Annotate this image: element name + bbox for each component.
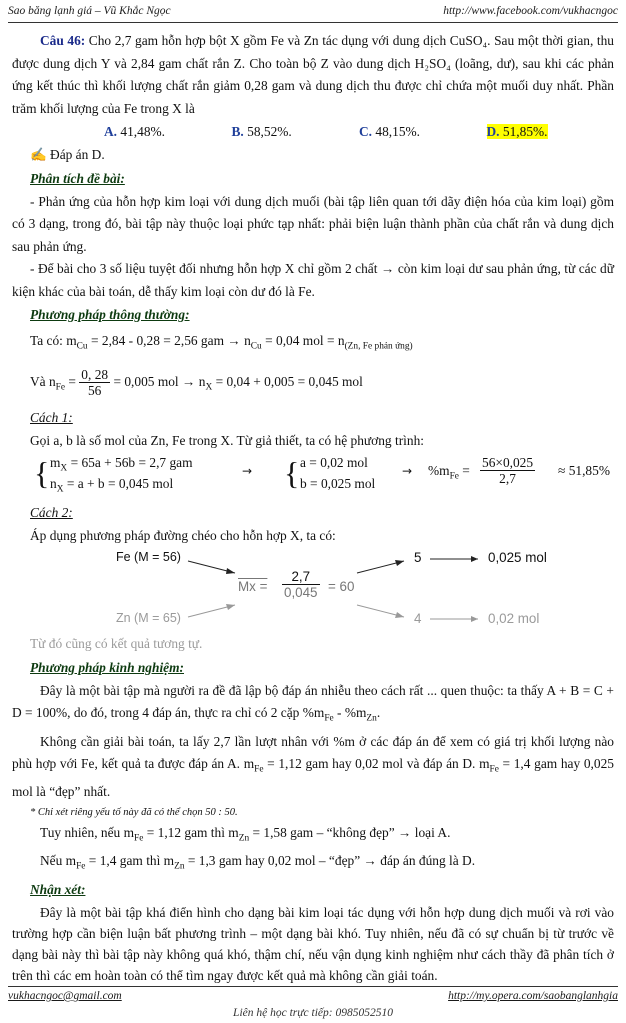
answer-options xyxy=(104,120,614,144)
option-b: B. 58,52%. xyxy=(231,124,292,139)
cross-diagram xyxy=(12,547,614,633)
way1-intro: Gọi a, b là số mol của Zn, Fe trong X. Từ giả thiết, ta có hệ phương trình: xyxy=(30,433,424,449)
remark-text: Đây là một bài tập khá điển hình cho dạng bài kim loại tác dụng với hỗn hợp dung dịch muối và rơi vào trường hợp cần biện luận bất phương trình – một dạng bài khó. Tuy nhiên, nếu đã có sự chuẩn bị từ trước về dạng bài này thì bài tập này không quá khó, thậm chí, nếu vận dụng kinh nghiệm như cách thầy đã phân tích ở trên thì các em hoàn toàn có thể tìm ngay được kết quả mà không cần giải toán. xyxy=(12,905,614,984)
solution-b: b = 0,025 mol xyxy=(300,475,376,491)
system-eq-1: $m_X = 65a + 56b = 2,7$ gam xyxy=(50,454,193,474)
zn-label: Zn (M = 65) xyxy=(116,611,181,626)
experience-note: * Chỉ xét riêng yếu tố này đã có thể chọn 50 : 50. xyxy=(30,806,238,818)
way1-system xyxy=(34,453,614,497)
moles-fe: 0,025 mol xyxy=(488,550,547,566)
option-a: A. 41,48%. xyxy=(104,124,166,139)
question xyxy=(12,30,614,120)
equation-2: Và $n_{Fe}$ = $\frac{0, 28}{56}$ = 0,005 mol → $n_X = 0,04 + 0,005 = 0,045$ mol xyxy=(30,367,363,399)
normal-method-title: Phương pháp thông thường: xyxy=(30,307,190,322)
way2-outro: Từ đó cũng có kết quả tương tự. xyxy=(30,636,203,652)
pct-fraction: $\frac{56\times 0,025}{2,7}$ xyxy=(482,454,534,486)
footer-email[interactable]: vukhacngoc@gmail.com xyxy=(8,990,122,1002)
way2-title: Cách 2: xyxy=(30,504,73,520)
answer-line: ✍ Đáp án D. xyxy=(30,147,105,162)
remark-title: Nhận xét: xyxy=(30,882,86,898)
mx-value: = 60 xyxy=(328,579,355,595)
option-d: D. 51,85%. xyxy=(486,124,548,139)
footer-link[interactable]: http://my.opera.com/saobanglanhgia xyxy=(448,990,618,1002)
question-label: Câu 46: xyxy=(40,33,86,48)
header-author: Sao băng lạnh giá – Vũ Khắc Ngọc xyxy=(8,5,171,17)
fraction-nfe: $\frac{0, 28}{56}$ xyxy=(81,367,109,399)
pct-label: $\%m_{Fe}$ = xyxy=(428,462,470,482)
fe-label: Fe (M = 56) xyxy=(116,550,181,565)
footer-contact: Liên hệ học trực tiếp: 0985052510 xyxy=(233,1007,393,1019)
experience-p3: Tuy nhiên, nếu $m_{Fe} = 1,12$ gam thì $m_{Zn} = 1,58$ gam – “không đẹp” → loại A. xyxy=(40,824,451,844)
ratio-5: 5 xyxy=(414,550,422,566)
equation-1: Ta có: $m_{Cu} = 2,84 - 0,28 = 2,56$ gam → $n_{Cu} = 0,04$ mol = $n_{(Zn, Fe phản ứng)}$ xyxy=(30,333,413,352)
arrow-icon: → xyxy=(242,463,253,478)
experience-method-title: Phương pháp kinh nghiệm: xyxy=(30,659,184,675)
header-link[interactable]: http://www.facebook.com/vukhacngoc xyxy=(443,5,618,17)
option-c: C. 48,15%. xyxy=(359,124,421,139)
question-text: Cho 2,7 gam hỗn hợp bột X gồm Fe và Zn tác dụng với dung dịch CuSO₄. Sau một thời gian, thu được dung dịch Y và 2,84 gam chất rắn Z. Cho toàn bộ Z vào dung dịch H₂SO₄ (loãng, dư), sau khi các phản ứng kết thúc thì khối lượng chất rắn giảm 0,28 gam và dung dịch thu được chỉ chứa một muối duy nhất. Phần trăm khối lượng của Fe trong X là xyxy=(12,33,614,116)
way2-intro: Áp dụng phương pháp đường chéo cho hỗn hợp X, ta có: xyxy=(30,527,336,543)
system-eq-2: $n_X = a + b = 0,045$ mol xyxy=(50,475,174,495)
page-header xyxy=(8,4,618,23)
ratio-4: 4 xyxy=(414,611,422,627)
way1-title: Cách 1: xyxy=(30,410,73,426)
arrow-icon: → xyxy=(402,463,413,478)
solution-a: a = 0,02 mol xyxy=(300,454,368,470)
brace-right: { xyxy=(284,454,300,491)
mx-fraction: $\frac{2,7}{0,045}$ xyxy=(284,569,318,601)
page-content xyxy=(12,30,614,986)
brace-left: { xyxy=(34,454,50,491)
analysis-p1: - Phản ứng của hỗn hợp kim loại với dung dịch muối (bài tập liên quan tới dãy điện hóa của kim loại) gồm có 3 dạng, trong đó, bài tập này thuộc loại phức tạp nhất: phải biện luận thành phần của chất rắn và dung dịch sau phản ứng. xyxy=(12,193,614,254)
analysis-title: Phân tích đề bài: xyxy=(30,170,125,186)
page-footer xyxy=(8,986,618,1023)
analysis-p2: - Để bài cho 3 số liệu tuyệt đối nhưng hỗn hợp X chỉ gồm 2 chất → còn kim loại dư sau phản ứng, từ các dữ kiện khác của bài toán, dễ thấy kim loại còn dư đó là Fe. xyxy=(12,261,614,299)
mx-label: Mx = xyxy=(238,579,268,595)
pct-result: ≈ 51,85% xyxy=(558,462,610,478)
experience-p4: Nếu $m_{Fe} = 1,4$ gam thì $m_{Zn} = 1,3$ gam hay 0,02 mol – “đẹp” → đáp án đúng là D. xyxy=(40,852,476,872)
experience-p2: Không cần giải bài toán, ta lấy 2,7 lần lượt nhân với %m ở các đáp án để xem có giá trị khối lượng nào phù hợp với Fe, kết quả ta được đáp án A. $m_{Fe} = 1,12$ gam hay 0,02 mol và đáp án D. $m_{Fe} = 1,4$ gam hay 0,025 mol là “đẹp” nhất. xyxy=(12,733,614,800)
experience-p1: Đây là một bài tập mà người ra đề đã lập bộ đáp án nhiễu theo cách rất ... quen thuộc: ta thấy A + B = C + D = 100%, do đó, trong 4 đáp án, thực ra chỉ có 2 cặp $\%m_{Fe} - \%m_{Zn}$. xyxy=(12,682,614,725)
moles-zn: 0,02 mol xyxy=(488,611,540,627)
